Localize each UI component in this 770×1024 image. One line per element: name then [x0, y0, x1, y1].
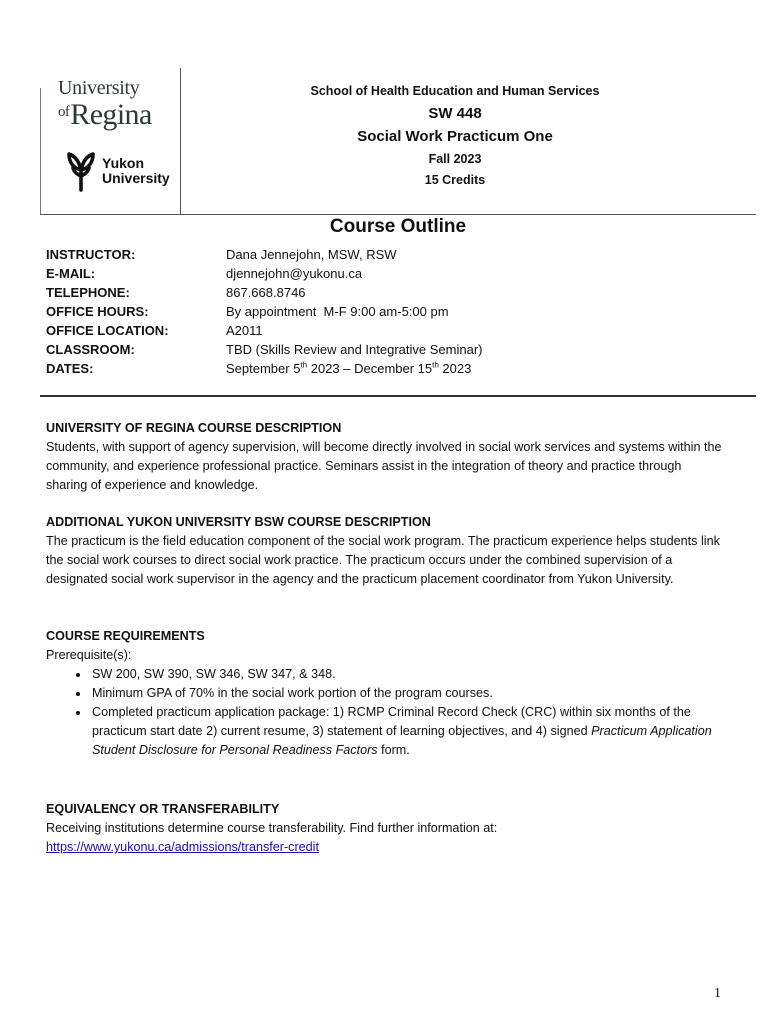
requirements-section	[46, 627, 726, 760]
uofr-logo-regina: Regina	[70, 98, 152, 131]
section-divider	[40, 395, 756, 397]
info-row-office-hours	[46, 302, 482, 321]
list-item: • Minimum GPA of 70% in the social work portion of the program courses.	[90, 684, 726, 703]
course-code: SW 448	[428, 105, 482, 122]
dates-end: 2023	[438, 361, 472, 376]
section-body: Receiving institutions determine course transferability. Find further information at:	[46, 821, 498, 835]
list-item-form-name: Practicum Application Student Disclosure for Personal Readiness Factors	[92, 724, 712, 757]
course-credits: 15 Credits	[424, 173, 486, 187]
prerequisites-list	[46, 665, 726, 760]
instructor-email: djennejohn@yukonu.ca	[226, 266, 363, 281]
dates-end-sup: th	[432, 360, 439, 370]
info-row-telephone	[46, 283, 482, 302]
yukon-logo-text	[102, 156, 170, 186]
uofr-logo-line1: University	[58, 77, 140, 99]
uofr-logo-line2	[58, 100, 152, 130]
yukon-logo-line1: Yukon	[102, 155, 145, 171]
info-row-email	[46, 264, 482, 283]
uofr-logo-of: of	[58, 104, 70, 120]
section-heading: UNIVERSITY OF REGINA COURSE DESCRIPTION	[46, 421, 342, 435]
dates-start: September 5	[226, 361, 301, 376]
transfer-credit-link[interactable]: https://www.yukonu.ca/admissions/transfer-credit	[46, 840, 319, 854]
info-label: OFFICE LOCATION:	[46, 323, 169, 338]
info-row-instructor	[46, 245, 482, 264]
dates-start-sup: th	[300, 360, 308, 370]
info-label: CLASSROOM:	[46, 342, 135, 357]
page-title: Course Outline	[329, 216, 467, 237]
yukon-logo-line2: University	[102, 170, 170, 186]
university-of-regina-logo	[58, 78, 152, 130]
equivalency-section	[46, 800, 726, 857]
office-location: A2011	[226, 323, 263, 338]
info-label: E-MAIL:	[46, 266, 96, 281]
info-label: TELEPHONE:	[46, 285, 130, 300]
uofr-description-section	[46, 419, 726, 495]
course-name: Social Work Practicum One	[357, 128, 553, 145]
info-row-office-location	[46, 321, 482, 340]
dates-separator: 2023 – December 15	[307, 361, 433, 376]
prerequisites-label: Prerequisite(s):	[46, 648, 132, 662]
list-item: • SW 200, SW 390, SW 346, SW 347, & 348.	[90, 665, 726, 684]
classroom: TBD (Skills Review and Integrative Seminar)	[226, 342, 483, 357]
instructor-telephone: 867.668.8746	[226, 285, 306, 300]
page-number: 1	[714, 986, 721, 1001]
course-dates	[226, 359, 471, 378]
list-item	[90, 703, 726, 760]
section-heading: EQUIVALENCY OR TRANSFERABILITY	[46, 802, 280, 816]
info-row-classroom	[46, 340, 482, 359]
section-heading: COURSE REQUIREMENTS	[46, 629, 205, 643]
yukon-university-logo	[66, 150, 170, 192]
list-item-end: form.	[377, 743, 410, 757]
info-label: OFFICE HOURS:	[46, 304, 149, 319]
yukon-leaf-icon	[66, 150, 96, 192]
course-info-table	[46, 245, 482, 378]
section-body: The practicum is the field education component of the social work program. The practicum experience helps students link the social work courses to direct social work practice. The practicum occurs under the combined supervision of a designated social work supervisor in the agency and the practicum placement coordinator from Yukon University.	[46, 534, 720, 586]
list-item-text: Completed practicum application package: 1) RCMP Criminal Record Check (CRC) within six months of the practicum start date 2) current resume, 3) statement of learning objectives, and 4) signed	[92, 705, 691, 738]
header-bottom-rule	[40, 214, 756, 215]
info-row-dates	[46, 359, 482, 378]
instructor-name: Dana Jennejohn, MSW, RSW	[226, 247, 397, 262]
yukon-description-section	[46, 513, 726, 589]
header-left-border	[40, 88, 41, 214]
office-hours: By appointment M-F 9:00 am-5:00 pm	[226, 304, 449, 319]
course-term: Fall 2023	[428, 152, 482, 166]
header-divider	[180, 68, 181, 214]
section-heading: ADDITIONAL YUKON UNIVERSITY BSW COURSE DESCRIPTION	[46, 515, 431, 529]
info-label: INSTRUCTOR:	[46, 247, 136, 262]
school-name: School of Health Education and Human Services	[310, 84, 600, 98]
section-body: Students, with support of agency supervision, will become directly involved in social work services and systems within the community, and experience professional practice. Seminars assist in the integration of theory and practice through sharing of experience and knowledge.	[46, 440, 722, 492]
info-label: DATES:	[46, 361, 94, 376]
